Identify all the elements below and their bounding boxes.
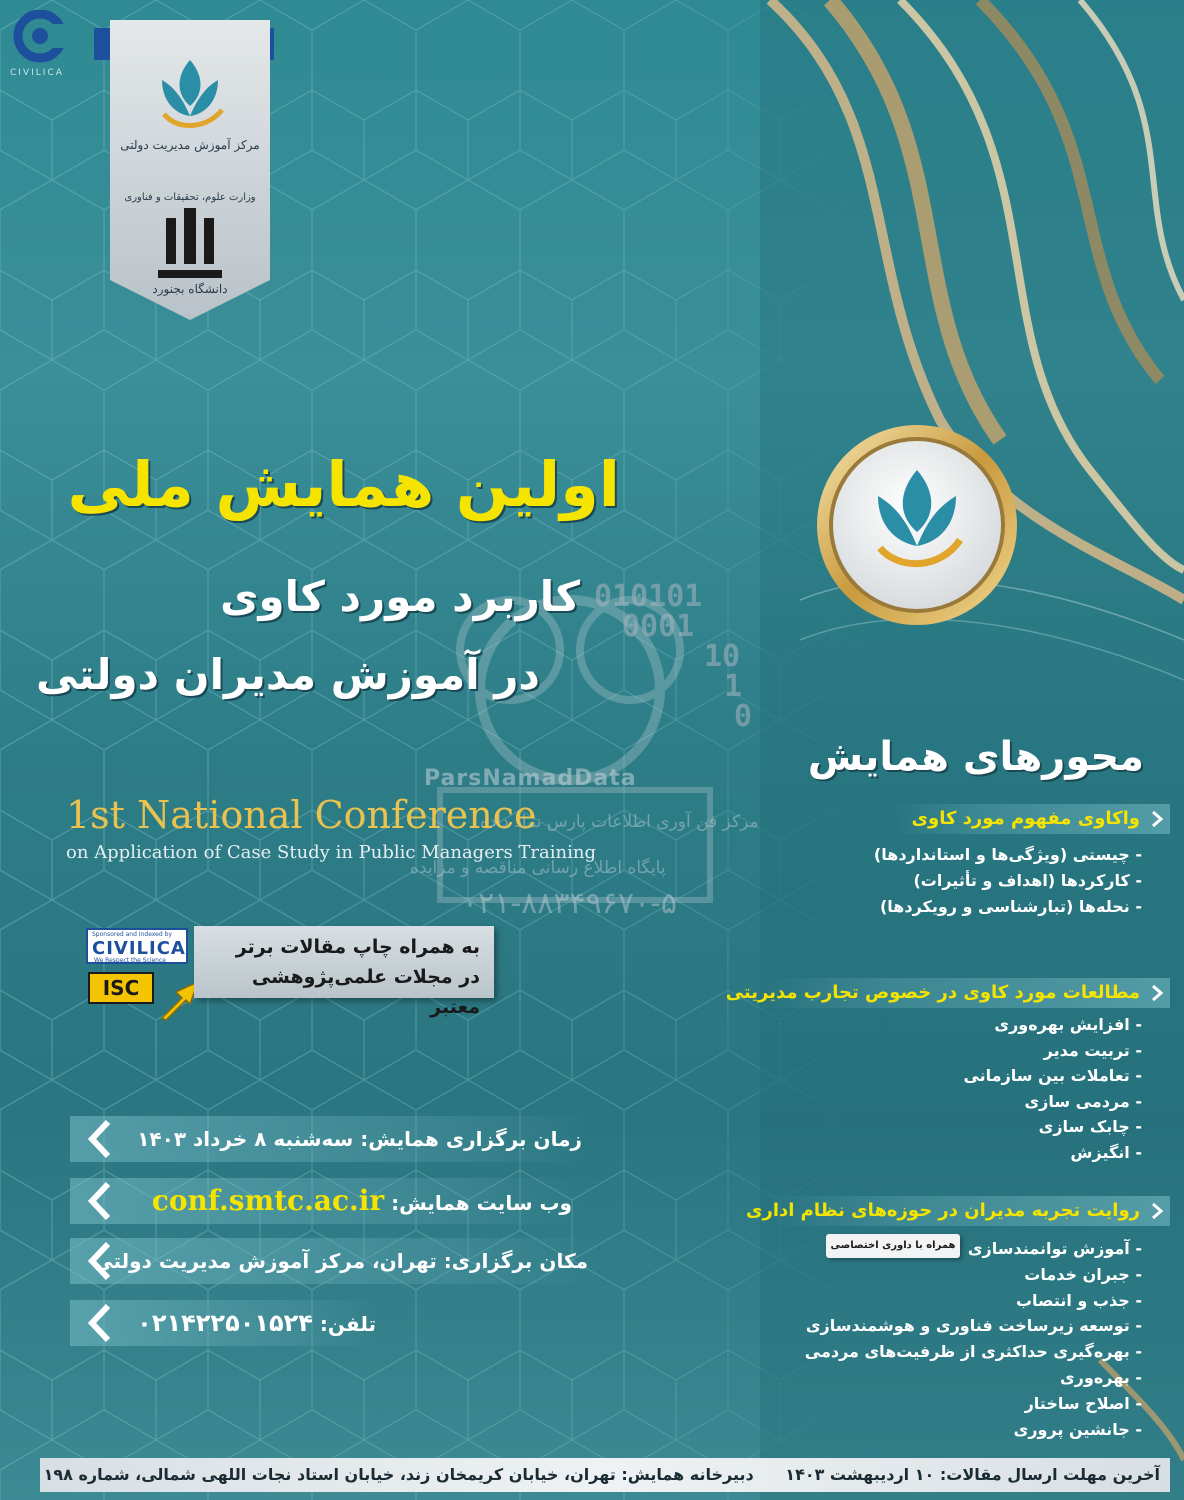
chevron-right-icon xyxy=(1150,810,1164,828)
shield-shape xyxy=(110,20,270,320)
info-web-row xyxy=(70,1178,580,1224)
ministry-name: وزارت علوم، تحقیقات و فناوری xyxy=(124,192,256,203)
title-main: اولین همایش ملی xyxy=(67,448,620,521)
axis-group-3-list xyxy=(805,1236,1142,1442)
chevron-left-icon xyxy=(84,1118,114,1160)
civilica-logo-icon xyxy=(8,10,78,68)
list-item: - آموزش توانمندسازی xyxy=(967,1239,1142,1258)
place-value: تهران، مرکز آموزش مدیریت دولتی xyxy=(93,1249,437,1273)
list-item: - چیستی (ویژگی‌ها و استانداردها) xyxy=(873,845,1142,864)
list-item: - مردمی سازی xyxy=(1024,1091,1142,1111)
web-label: وب سایت همایش: xyxy=(391,1191,572,1215)
axes-heading: محورهای همایش xyxy=(807,734,1144,780)
info-date-row xyxy=(70,1116,590,1162)
medallion-logo-icon xyxy=(812,420,1022,630)
axis-group-1-title: واکاوی مفهوم مورد کاوی xyxy=(890,804,1170,834)
date-label: زمان برگزاری همایش: xyxy=(360,1127,582,1151)
list-item: - کارکردها (اهداف و تأثیرات) xyxy=(913,871,1142,890)
footer-deadline: آخرین مهلت ارسال مقالات: ۱۰ اردیبهشت ۱۴۰۳ xyxy=(785,1465,1160,1484)
watermark-phone: ۰۲۱-۸۸۳۴۹۶۷۰-۵ xyxy=(462,886,678,921)
chevron-left-icon xyxy=(84,1302,114,1344)
university-name: دانشگاه بجنورد xyxy=(152,282,228,296)
special-review-tag: همراه با داوری اختصاصی xyxy=(826,1234,960,1258)
phone-label: تلفن: xyxy=(319,1312,376,1336)
isc-badge: ISC xyxy=(88,972,154,1004)
list-item: - توسعه زیرساخت فناوری و هوشمندسازی xyxy=(805,1316,1142,1336)
list-item: - بهره‌وری xyxy=(1060,1367,1142,1387)
chevron-right-icon xyxy=(1150,984,1164,1002)
date-value: سه‌شنبه ۸ خرداد ۱۴۰۳ xyxy=(137,1127,354,1151)
institution-shield xyxy=(110,20,270,320)
list-item: - بهره‌گیری حداکثری از ظرفیت‌های مردمی xyxy=(804,1342,1142,1362)
chevron-right-icon xyxy=(1150,1202,1164,1220)
english-subtitle: on Application of Case Study in Public Managers Training xyxy=(66,842,596,863)
english-title: 1st National Conference xyxy=(66,793,537,837)
info-phone-row xyxy=(70,1300,380,1346)
list-item: - نحله‌ها (تبارشناسی و رویکردها) xyxy=(879,897,1142,916)
place-label: مکان برگزاری: xyxy=(443,1249,588,1273)
list-item: - جذب و انتصاب xyxy=(1015,1290,1142,1310)
center-name: مرکز آموزش مدیریت دولتی xyxy=(120,138,260,152)
list-item: - جانشین پروری xyxy=(1013,1419,1142,1439)
title-line-2: کاربرد مورد کاوی xyxy=(220,572,580,621)
web-link[interactable]: conf.smtc.ac.ir xyxy=(151,1184,385,1217)
publish-notice: به همراه چاپ مقالات برتر در مجلات علمی‌پژوهشی معتبر xyxy=(194,926,494,998)
footer-secretariat: دبیرخانه همایش: تهران، خیابان کریمخان زند، خیابان استاد نجات اللهی شمالی، شماره ۱۹۸ xyxy=(43,1465,754,1484)
list-item: - تربیت مدیر xyxy=(1043,1040,1142,1060)
list-item: - اصلاح ساختار xyxy=(1024,1393,1142,1413)
list-item: - تعاملات بین سازمانی xyxy=(963,1066,1142,1085)
axis-group-2-list xyxy=(963,1012,1142,1165)
footer-bar xyxy=(40,1458,1170,1492)
axis-group-2-title: مطالعات مورد کاوی در خصوص تجارب مدیریتی xyxy=(760,978,1170,1008)
chevron-left-icon xyxy=(84,1180,114,1222)
list-item: - افزایش بهره‌وری xyxy=(994,1015,1142,1034)
list-item: - چابک سازی xyxy=(1038,1117,1142,1136)
civilica-index-badge: Sponsored and Indexed by CIVILICA We Respect the Science xyxy=(86,928,188,964)
title-line-3: در آموزش مدیران دولتی xyxy=(36,650,540,699)
watermark-brand: ParsNamadData xyxy=(424,766,637,791)
site-logo-caption: CIVILICA xyxy=(10,68,64,78)
watermark-line-2: پایگاه اطلاع رسانی مناقصه و مزایده xyxy=(410,858,666,878)
info-place-row xyxy=(70,1238,600,1284)
watermark-line-1: مرکز فن آوری اطلاعات پارس نماد داده xyxy=(480,812,759,832)
phone-value[interactable]: ۰۲۱۴۲۲۵۰۱۵۲۴ xyxy=(137,1309,313,1337)
list-item: - جبران خدمات xyxy=(1024,1264,1142,1284)
axis-group-1-list xyxy=(874,842,1142,920)
watermark-digits: 010101 0001 10 1 0 xyxy=(594,579,753,734)
axis-group-3-title: روایت تجربه مدیران در حوزه‌های نظام اداری xyxy=(770,1196,1170,1226)
list-item: - انگیزش xyxy=(1070,1142,1142,1162)
